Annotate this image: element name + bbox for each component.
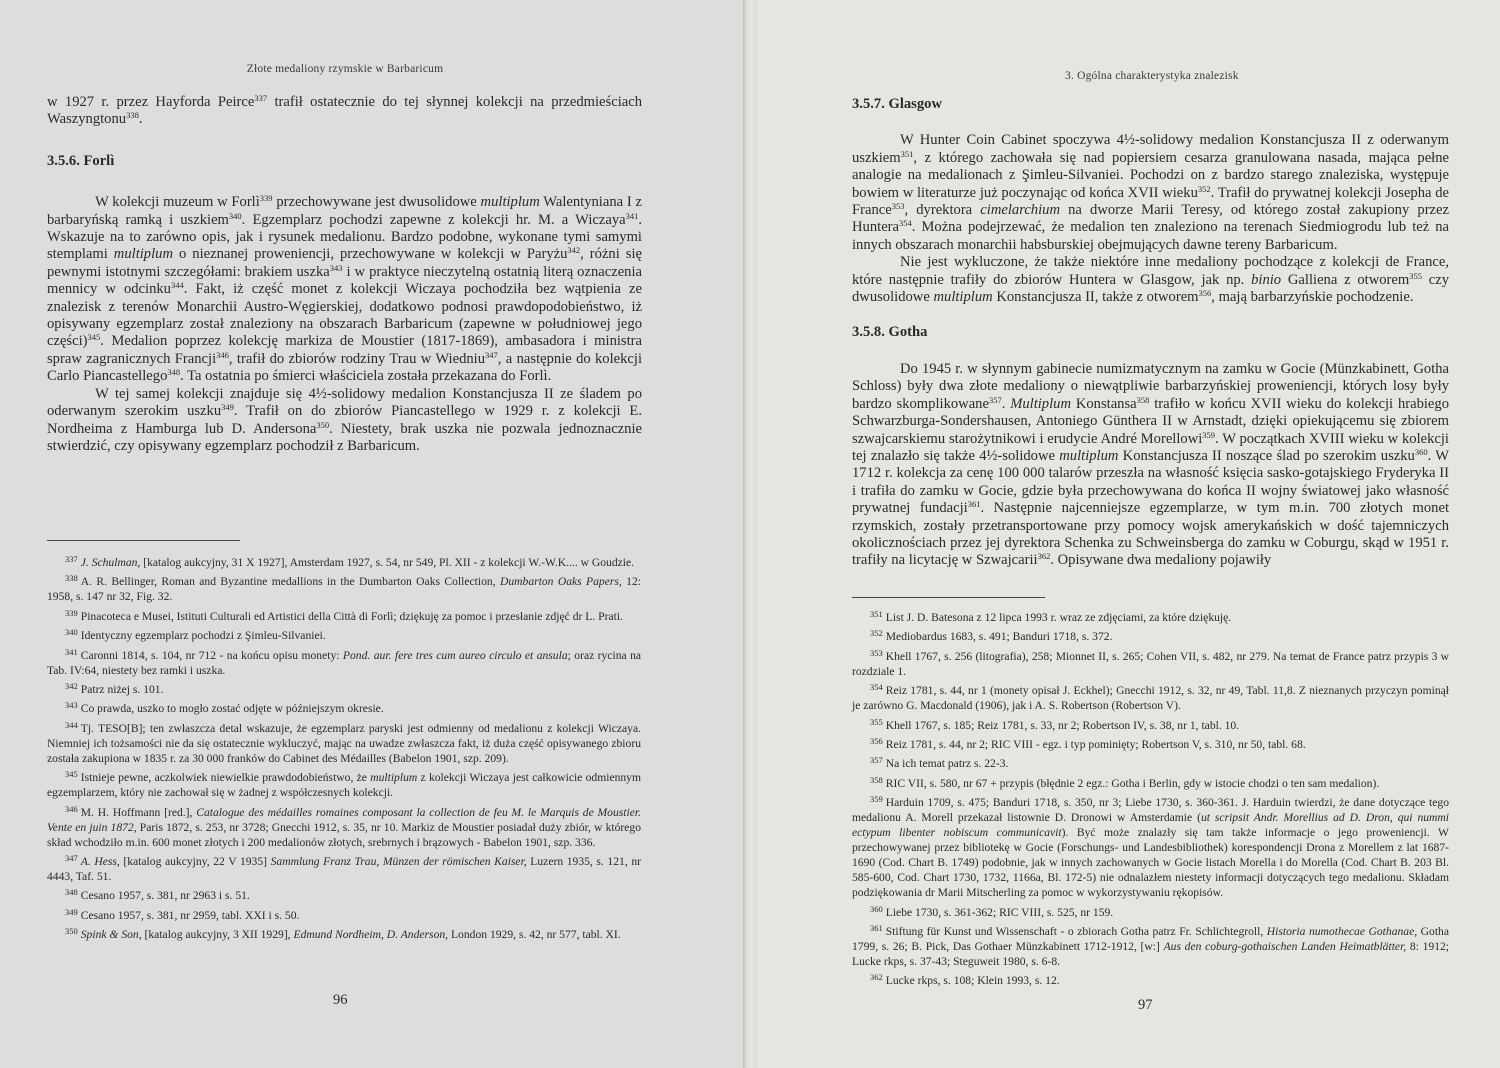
footnote: $^{356}$ Reiz 1781, s. 44, nr 2; RIC VIII - egz. i typ pominięty; Robertson V, s. 310, nr 50, tabl. 68. (870, 735, 1306, 751)
left-page (0, 0, 745, 1068)
right-body-text (852, 96, 1449, 570)
footnote: $^{339}$ Pinacoteca e Musei, Istituti Culturali ed Artistici della Città di Forlì; dziękuję za pomoc i przesłanie zdjęć dr L. Prati. (65, 607, 623, 623)
footnote-separator (852, 597, 1045, 598)
footnote: $^{350}$ Spink & Son, [katalog aukcyjny, 3 XII 1929], Edmund Nordheim, D. Anderson, London 1929, s. 42, nr 577, tabl. XI. (65, 926, 621, 942)
footnote: $^{344}$ Tj. TESO[B]; ten zwłaszcza detal wskazuje, że egzemplarz paryski jest odmienny od medalionu z kolekcji Wiczaya. Niemniej ich tożsamości nie da się ostatecznie wykluczyć, mając na uwadze zwłaszcza fakt, iż duża część opisywanego zbioru została zakupiona w 1835 r. za 30 000 franków do Cabinet des Médailles (Babelon 1901, szp. 209). (47, 719, 641, 765)
footnote: $^{353}$ Khell 1767, s. 256 (litografia), 258; Mionnet II, s. 265; Cohen VII, s. 482, nr 279. Na temat de France patrz przypis 3 w rozdziale 1. (852, 647, 1449, 678)
left-page-number: 96 (333, 992, 348, 1008)
paragraph: W Hunter Coin Cabinet spoczywa 4½-solidowy medalion Konstancjusza II z oderwanym uszkiem$^{351}$, z którego zachowała się nad popiersiem cesarza granulowana nasada, mająca pełne analogie na medalionach z Şimleu-Silvaniei. Pochodzi on z bardzo starego znaleziska, występuje bowiem w literaturze już poczynając od końca XVII wieku$^{352}$. Trafił do prywatnej kolekcji Josepha de France$^{353}$, dyrektora cimelarchium na dworze Marii Teresy, od którego został zakupiony przez Huntera$^{354}$. Można podejrzewać, że medalion ten znaleziono na terenach Siedmiogrodu lub też na innych obszarach monarchii habsburskiej obejmujących dawne tereny Barbaricum. (852, 132, 1450, 253)
section-heading-glasgow: 3.5.7. Glasgow (852, 96, 942, 112)
paragraph: Do 1945 r. w słynnym gabinecie numizmatycznym na zamku w Gocie (Münzkabinett, Gotha Schloss) były dwa złote medaliony o niewątpliwie barbarzyńskiej proweniencji, których losy były bardzo skomplikowane$^{357}$. Multiplum Konstansa$^{358}$ trafiło w końcu XVII wieku do kolekcji hrabiego Schwarzburga-Sondershausen, Antoniego Günthera II w Arnstadt, dzięki opiekującemu się zbiorem szwajcarskiemu starożytnikowi i erudycie André Morellowi$^{359}$. W początkach XVIII wieku w kolekcji tej znalazło się także 4½-solidowe multiplum Konstancjusza II noszące ślad po szerokim uszku$^{360}$. W 1712 r. kolekcja za cenę 100 000 talarów przeszła na własność księcia sasko-gotajskiego Fryderyka II i trafiła do zamku w Gocie, gdzie była przechowywana do końca II wojny światowej jako własność prywatnej fundacji$^{361}$. Następnie najcenniejsze egzemplarze, w tym m.in. 700 złotych monet rzymskich, zostały przetransportowane przy pomocy wojsk amerykańskich w dość tajemniczych okolicznościach przez jej dyrektora Schenka zu Schweinsberga do zamku w Coburgu, skąd w 1951 r. trafiły na licytację w Szwajcarii$^{362}$. Opisywane dwa medaliony pojawiły (852, 360, 1450, 569)
footnote: $^{357}$ Na ich temat patrz s. 22-3. (870, 755, 1009, 771)
footnote: $^{342}$ Patrz niżej s. 101. (65, 680, 164, 696)
footnote: $^{341}$ Caronni 1814, s. 104, nr 712 - na końcu opisu monety: Pond. aur. fere tres cum aureo circulo et ansula; oraz rycina na Tab. IV:64, niestety bez ramki i uszka. (47, 646, 642, 677)
footnote: $^{337}$ J. Schulman, [katalog aukcyjny, 31 X 1927], Amsterdam 1927, s. 54, nr 549, Pl. XII - z kolekcji W.-W.K.... w Goudzie. (65, 554, 635, 569)
footnote-separator (47, 540, 240, 541)
right-page-number: 97 (1138, 997, 1153, 1013)
footnote: $^{361}$ Stiftung für Kunst und Wissenschaft - o zbiorach Gotha patrz Fr. Schlichtegroll, Historia numothecae Gothanae, Gotha 1799, s. 26; B. Pick, Das Gothaer Münzkabinett 1712-1912, [w:] Aus den coburg-gothaischen Landen Heimatblätter, 8: 1912; Lucke rkps, s. 37-43; Steguweit 1980, s. 6-8. (852, 922, 1450, 968)
footnote: $^{359}$ Harduin 1709, s. 475; Banduri 1718, s. 350, nr 3; Liebe 1730, s. 360-361. J. Harduin twierdzi, że dane dotyczące tego medalionu A. Morell przekazał listownie D. Dronowi w Amsterdamie (ut scripsit Andr. Morellius ad D. Dron, qui nummi ectypum libenter nobiscum communicavit). Być może znalazły się tam także informacje o jego proweniencji. W przechowywanej przez bibliotekę w Gocie (Forschungs- und Landesbibliothek) korespondencji Drona z Morellem z lat 1687-1690 (Cod. Chart B. 1749) podobnie, jak w innych zachowanych w Gocie listach Morella i do Morella (Cod. Chart B. 203 Bl. 585-600, Cod. Chart 1730, 1732, 1166a, Bl. 172-5) nie odnalazłem niestety informacji dotyczących tego medalionu. Składam podziękowania dr Marii Mitscherling za pomoc w wykorzystywaniu rękopisów. (852, 794, 1450, 900)
footnote: $^{345}$ Istnieje pewne, aczkolwiek niewielkie prawdodobieństwo, że multiplum z kolekcji Wiczaya jest całkowicie odmiennym egzemplarzem, który nie zachował się w żadnej z współczesnych kolekcji. (47, 769, 641, 800)
footnote: $^{349}$ Cesano 1957, s. 381, nr 2959, tabl. XXI i s. 50. (65, 906, 300, 922)
right-footnotes (852, 610, 1449, 993)
footnote: $^{360}$ Liebe 1730, s. 361-362; RIC VIII, s. 525, nr 159. (870, 903, 1114, 919)
footnote: $^{346}$ M. H. Hoffmann [red.], Catalogue des médailles romaines composant la collection de feu M. le Marquis de Moustier. Vente en juin 1872, Paris 1872, s. 253, nr 3728; Gnecchi 1912, s. 35, nr 10. Markiz de Moustier posiadał duży zbiór, w którego skład wchodziło m.in. 600 monet złotych i 200 medalionów złotych, srebrnych i brązowych - Babelon 1901, szp. 336. (47, 803, 642, 849)
footnote: $^{351}$ List J. D. Batesona z 12 lipca 1993 r. wraz ze zdjęciami, za które dziękuję. (870, 609, 1232, 624)
left-footnotes (47, 540, 641, 946)
right-page (745, 0, 1500, 1068)
footnote: $^{352}$ Mediobardus 1683, s. 491; Banduri 1718, s. 372. (870, 628, 1113, 644)
footnote: $^{347}$ A. Hess, [katalog aukcyjny, 22 V 1935] Sammlung Franz Trau, Münzen der römischen Kaiser, Luzern 1935, s. 121, nr 4443, Taf. 51. (47, 852, 641, 883)
footnote: $^{354}$ Reiz 1781, s. 44, nr 1 (monety opisał J. Eckhel); Gnecchi 1912, s. 32, nr 49, Tabl. 11,8. Z nieznanych przyczyn pominął je zarówno G. Macdonald (1906), jak i A. S. Robertson (Robertson V). (852, 682, 1449, 713)
paragraph: W kolekcji muzeum w Forlì$^{339}$ przechowywane jest dwusolidowe multiplum Walentyniana I z barbaryńską ramką i uszkiem$^{340}$. Egzemplarz pochodzi zapewne z kolekcji hr. M. a Wiczaya$^{341}$. Wskazuje na to zarówno opis, jak i rysunek medalionu. Bardzo podobne, wykonane tymi samymi stemplami multiplum o nieznanej proweniencji, przechowywane w kolekcji w Paryżu$^{342}$, różni się pewnymi istotnymi szczegółami: brakiem uszka$^{343}$ i w praktyce nieczytelną ostatnią literą oznaczenia mennicy w odcinku$^{344}$. Fakt, iż część monet z kolekcji Wiczaya pochodziła bez wątpienia ze znalezisk z terenów Monarchii Austro-Węgierskiej, dodatkowo podnosi prawdopodobieństwo, iż opisywany egzemplarz został znaleziony na obszarach Barbaricum (zapewne w południowej jego części)$^{345}$. Medalion poprzez kolekcję markiza de Moustier (1817-1869), ambasadora i ministra spraw zagranicznych Francji$^{346}$, trafił do zbiorów rodziny Trau w Wiedniu$^{347}$, a następnie do kolekcji Carlo Piancastellego$^{348}$. Ta ostatnia po śmierci właściciela została przekazana do Forlì. (47, 193, 643, 385)
section-heading-gotha: 3.5.8. Gotha (852, 324, 928, 341)
left-body-text (47, 94, 642, 455)
paragraph: Nie jest wykluczone, że także niektóre inne medaliony pochodzące z kolekcji de France, które następnie trafiły do zbiorów Huntera w Glasgow, jak np. binio Galliena z otworem$^{355}$ czy dwusolidowe multiplum Konstancjusza II, także z otworem$^{356}$, mają barbarzyńskie pochodzenie. (852, 254, 1449, 306)
footnote: $^{338}$ A. R. Bellinger, Roman and Byzantine medallions in the Dumbarton Oaks Collection, Dumbarton Oaks Papers, 12: 1958, s. 147 nr 32, Fig. 32. (47, 573, 641, 604)
footnote: $^{340}$ Identyczny egzemplarz pochodzi z Şimleu-Silvaniei. (65, 627, 326, 643)
footnote: $^{362}$ Lucke rkps, s. 108; Klein 1993, s. 12. (870, 972, 1060, 988)
footnote: $^{358}$ RIC VII, s. 580, nr 67 + przypis (błędnie 2 egz.: Gotha i Berlin, gdy w istocie chodzi o ten sam medalion). (870, 774, 1380, 790)
paragraph: w 1927 r. przez Hayforda Peirce$^{337}$ trafił ostatecznie do tej słynnej kolekcji na przedmieściach Waszyngtonu$^{338}$. (47, 93, 643, 128)
left-running-head: Złote medaliony rzymskie w Barbaricum (246, 63, 444, 75)
book-gutter-shadow (743, 0, 757, 1068)
footnote: $^{348}$ Cesano 1957, s. 381, nr 2963 i s. 51. (65, 887, 250, 903)
right-running-head: 3. Ogólna charakterystyka znalezisk (1065, 70, 1239, 82)
paragraph: W tej samej kolekcji znajduje się 4½-solidowy medalion Konstancjusza II ze śladem po oderwanym szerokim uszku$^{349}$. Trafił on do zbiorów Piancastellego w 1929 r. z kolekcji E. Nordheima z Hamburga lub D. Andersona$^{350}$. Niestety, brak uszka nie pozwala jednoznacznie stwierdzić, czy opisywany egzemplarz pochodził z Barbaricum. (47, 385, 642, 454)
footnote: $^{355}$ Khell 1767, s. 185; Reiz 1781, s. 33, nr 2; Robertson IV, s. 38, nr 1, tabl. 10. (870, 716, 1240, 732)
section-heading-forli: 3.5.6. Forlì (47, 152, 115, 169)
footnote: $^{343}$ Co prawda, uszko to mogło zostać odjęte w późniejszym okresie. (65, 700, 384, 716)
